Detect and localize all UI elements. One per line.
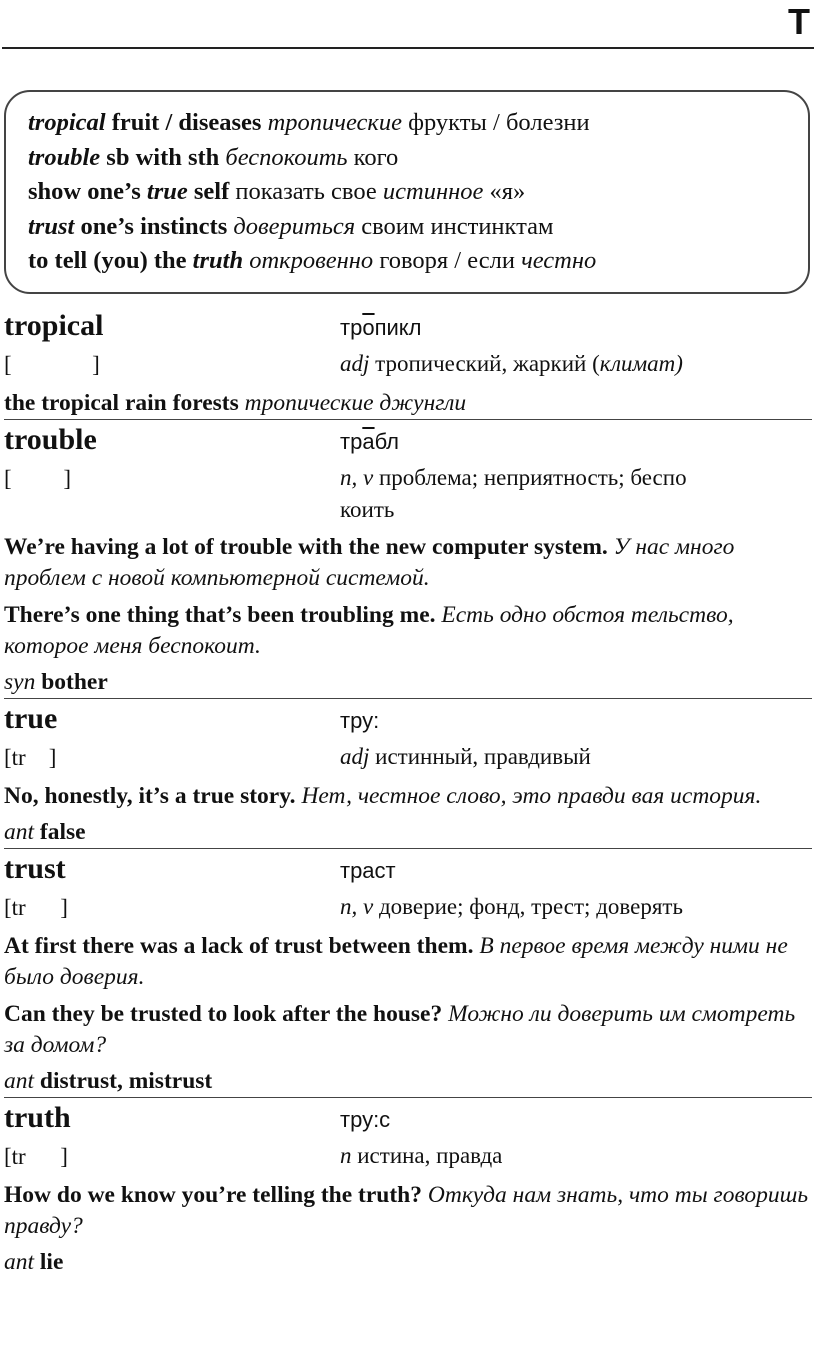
relation-words: bother <box>41 669 108 695</box>
phrase-line <box>28 106 808 141</box>
pronunciation-part: тру:с <box>340 1107 391 1132</box>
definition <box>340 1140 812 1174</box>
relation-label: ant <box>4 819 35 845</box>
phrase-box <box>4 90 810 294</box>
phrase-fragment: to tell (you) the <box>28 247 193 274</box>
phrase-fragment: истинное <box>382 178 484 205</box>
definition-text: истина, правда <box>351 1143 503 1168</box>
pronunciation-part: пикл <box>374 315 422 340</box>
dictionary-entry <box>4 1097 812 1278</box>
definition-gloss: климат) <box>599 351 683 376</box>
pronunciation <box>340 420 812 462</box>
headword: trust <box>4 852 66 885</box>
dictionary-entries <box>4 306 812 1278</box>
relation-words: distrust, mistrust <box>39 1068 213 1094</box>
phrase-fragment: довериться <box>233 212 356 240</box>
phrase-line <box>28 244 808 279</box>
transcription: [tr ] <box>4 895 68 920</box>
header-rule <box>2 47 814 49</box>
dictionary-entry <box>4 698 812 848</box>
example-sentence <box>4 600 812 662</box>
phrase-fragment: trust <box>28 212 75 240</box>
phrase-fragment: fruit / diseases <box>105 109 268 136</box>
example-sentence <box>4 388 812 419</box>
related-words <box>4 816 812 848</box>
phrase-line <box>28 175 808 210</box>
phrase-fragment: one’s instincts <box>74 212 234 240</box>
example-russian: Нет, честное слово, это правди вая история. <box>301 783 762 809</box>
phrase-fragment: тропические <box>267 109 402 136</box>
definition-text-cont: коить <box>340 497 395 522</box>
headword: true <box>4 702 58 735</box>
relation-words: false <box>39 819 86 845</box>
definition-text: проблема; неприятность; беспо <box>373 465 687 490</box>
part-of-speech: adj <box>340 351 370 376</box>
phrase-fragment: беспокоить <box>225 143 348 171</box>
example-sentence <box>4 1180 812 1242</box>
entry-header-row <box>4 849 812 891</box>
pronunciation-part: бл <box>374 429 400 454</box>
example-english: At first there was a lack of trust between them. <box>4 933 474 959</box>
dictionary-entry <box>4 306 812 419</box>
transcription: [tr ] <box>4 745 57 770</box>
phrase-fragment: откровенно <box>249 247 374 274</box>
phrase-fragment: self <box>187 178 236 205</box>
phrase-line <box>28 210 808 245</box>
pronunciation <box>340 306 812 348</box>
example-sentence <box>4 999 812 1061</box>
headword: truth <box>4 1101 71 1134</box>
pronunciation-part: о <box>362 315 375 340</box>
pronunciation-part: тр <box>340 429 363 454</box>
transcription: [ ] <box>4 352 100 377</box>
phrase-fragment: кого <box>347 143 399 171</box>
example-english: There’s one thing that’s been troubling me. <box>4 602 436 628</box>
example-english: No, honestly, it’s a true story. <box>4 783 296 809</box>
example-english: Can they be trusted to look after the house? <box>4 1001 443 1027</box>
related-words <box>4 666 812 698</box>
section-letter: T <box>788 1 810 42</box>
definition <box>340 741 812 775</box>
entry-definition-row <box>4 348 812 382</box>
phrase-fragment: sb with sth <box>100 143 226 171</box>
phrase-fragment: говоря / если <box>373 247 522 274</box>
pronunciation <box>340 1098 812 1140</box>
phrase-fragment: true <box>146 178 188 205</box>
entry-definition-row <box>4 462 812 526</box>
definition <box>340 891 812 925</box>
pronunciation-part: тр <box>340 315 363 340</box>
entry-definition-row <box>4 1140 812 1174</box>
pronunciation-part: а <box>362 429 375 454</box>
related-words <box>4 1246 812 1278</box>
related-words <box>4 1065 812 1097</box>
transcription: [ ] <box>4 466 72 491</box>
dictionary-entry <box>4 419 812 698</box>
example-russian: У нас много проблем с новой компьютерной системой. <box>4 534 735 591</box>
example-russian: В первое время между ними не было доверия. <box>4 933 788 990</box>
pronunciation <box>340 699 812 741</box>
entry-definition-row <box>4 891 812 925</box>
entry-header-row <box>4 306 812 348</box>
definition-text: доверие; фонд, трест; доверять <box>373 894 683 919</box>
definition-text: истинный, правдивый <box>369 744 591 769</box>
example-english: How do we know you’re telling the truth? <box>4 1182 422 1208</box>
entry-header-row <box>4 420 812 462</box>
part-of-speech: n, v <box>340 894 374 919</box>
transcription: [tr ] <box>4 1144 68 1169</box>
example-english: the tropical rain forests <box>4 390 239 416</box>
relation-label: syn <box>4 669 36 695</box>
example-russian: тропические джунгли <box>244 390 467 416</box>
relation-label: ant <box>4 1249 35 1275</box>
part-of-speech: n, v <box>340 465 374 490</box>
example-russian: Откуда нам знать, что ты говоришь правду? <box>4 1182 809 1239</box>
example-russian: Можно ли доверить им смотреть за домом? <box>4 1001 796 1058</box>
relation-label: ant <box>4 1068 35 1094</box>
entry-definition-row <box>4 741 812 775</box>
definition <box>340 462 812 526</box>
pronunciation-part: тру: <box>340 708 380 733</box>
phrase-fragment: честно <box>521 247 597 274</box>
entry-header-row <box>4 1098 812 1140</box>
example-sentence <box>4 931 812 993</box>
phrase-fragment: truth <box>192 247 244 274</box>
example-russian: Есть одно обстоя тельство, которое меня беспокоит. <box>4 602 734 659</box>
example-sentence <box>4 781 812 812</box>
phrase-fragment: tropical <box>28 109 106 136</box>
phrase-fragment: show one’s <box>28 178 147 205</box>
phrase-fragment: trouble <box>28 143 101 171</box>
definition <box>340 348 812 382</box>
headword: tropical <box>4 309 104 342</box>
example-english: We’re having a lot of trouble with the new computer system. <box>4 534 608 560</box>
example-sentence <box>4 532 812 594</box>
phrase-fragment: показать свое <box>235 178 383 205</box>
entry-header-row <box>4 699 812 741</box>
dictionary-entry <box>4 848 812 1097</box>
headword: trouble <box>4 423 97 456</box>
phrase-fragment: фрукты / болезни <box>401 109 590 136</box>
phrase-line <box>28 141 808 176</box>
relation-words: lie <box>39 1249 64 1275</box>
part-of-speech: adj <box>340 744 370 769</box>
phrase-fragment: своим инстинктам <box>355 212 554 240</box>
definition-text: тропический, жаркий ( <box>369 351 600 376</box>
pronunciation-part: траст <box>340 858 396 883</box>
part-of-speech: n <box>340 1143 352 1168</box>
pronunciation <box>340 849 812 891</box>
phrase-fragment: «я» <box>483 178 526 205</box>
